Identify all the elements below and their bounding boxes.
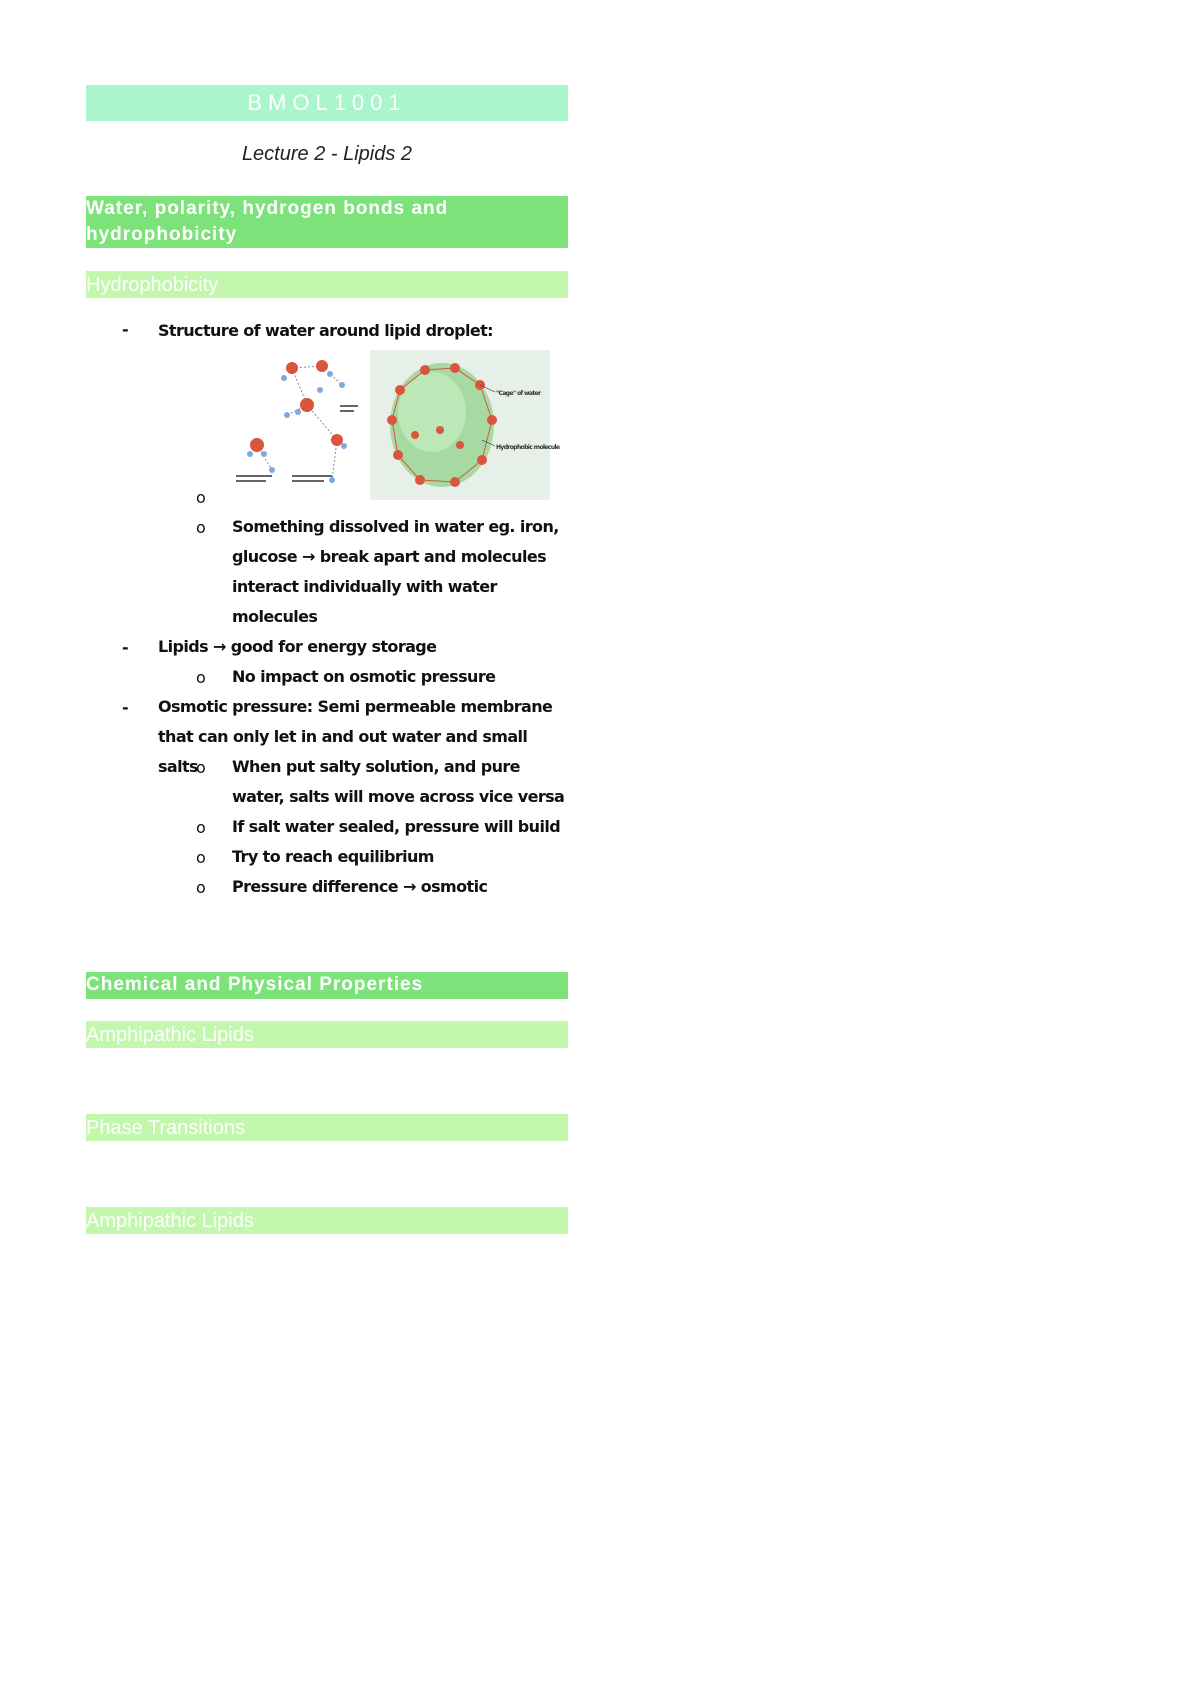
sub-bullet-no-impact: No impact on osmotic pressure <box>232 667 496 686</box>
bullet-osmotic-pressure: Osmotic pressure: Semi permeable membrane that can only let in and out water and small salts <box>158 697 553 776</box>
subheading-hydrophobicity: Hydrophobicity <box>86 271 568 298</box>
course-code-banner: BMOL1001 <box>86 85 568 121</box>
dash-marker: - <box>122 638 129 657</box>
circle-marker: o <box>196 818 206 837</box>
hydrogen-bond-diagram <box>232 350 362 500</box>
circle-marker: o <box>196 758 206 777</box>
water-structure-figure <box>232 350 636 500</box>
circle-marker: o <box>196 488 206 507</box>
sub-bullet-dissolved: Something dissolved in water eg. iron, glucose → break apart and molecules interact individually with water molecules <box>232 517 559 626</box>
sub-bullet-equilibrium: Try to reach equilibrium <box>232 847 434 866</box>
bullet-structure-water: Structure of water around lipid droplet: <box>158 321 493 340</box>
sub-bullet-pressure-difference: Pressure difference → osmotic <box>232 877 488 896</box>
sub-bullet-salty-solution: When put salty solution, and pure water, salts will move across vice versa <box>232 757 565 806</box>
section-heading-water: Water, polarity, hydrogen bonds and hydrophobicity <box>86 196 568 248</box>
figure-label-hydrophobic: Hydrophobic molecule <box>496 444 560 451</box>
dash-marker: - <box>122 698 129 717</box>
bullet-lipids-storage: Lipids → good for energy storage <box>158 637 437 656</box>
subheading-amphipathic-lipids: Amphipathic Lipids <box>86 1021 568 1048</box>
circle-marker: o <box>196 848 206 867</box>
subheading-phase-transitions: Phase Transitions <box>86 1114 568 1141</box>
figure-label-cage: "Cage" of water <box>496 390 541 397</box>
sub-bullet-sealed: If salt water sealed, pressure will build <box>232 817 561 836</box>
circle-marker: o <box>196 518 206 537</box>
circle-marker: o <box>196 668 206 687</box>
circle-marker: o <box>196 878 206 897</box>
subheading-amphipathic-lipids-2: Amphipathic Lipids <box>86 1207 568 1234</box>
lecture-title: Lecture 2 - Lipids 2 <box>241 143 413 165</box>
lipid-droplet-cage-diagram <box>370 350 560 500</box>
dash-marker: - <box>122 320 129 339</box>
section-heading-properties: Chemical and Physical Properties <box>86 972 568 999</box>
